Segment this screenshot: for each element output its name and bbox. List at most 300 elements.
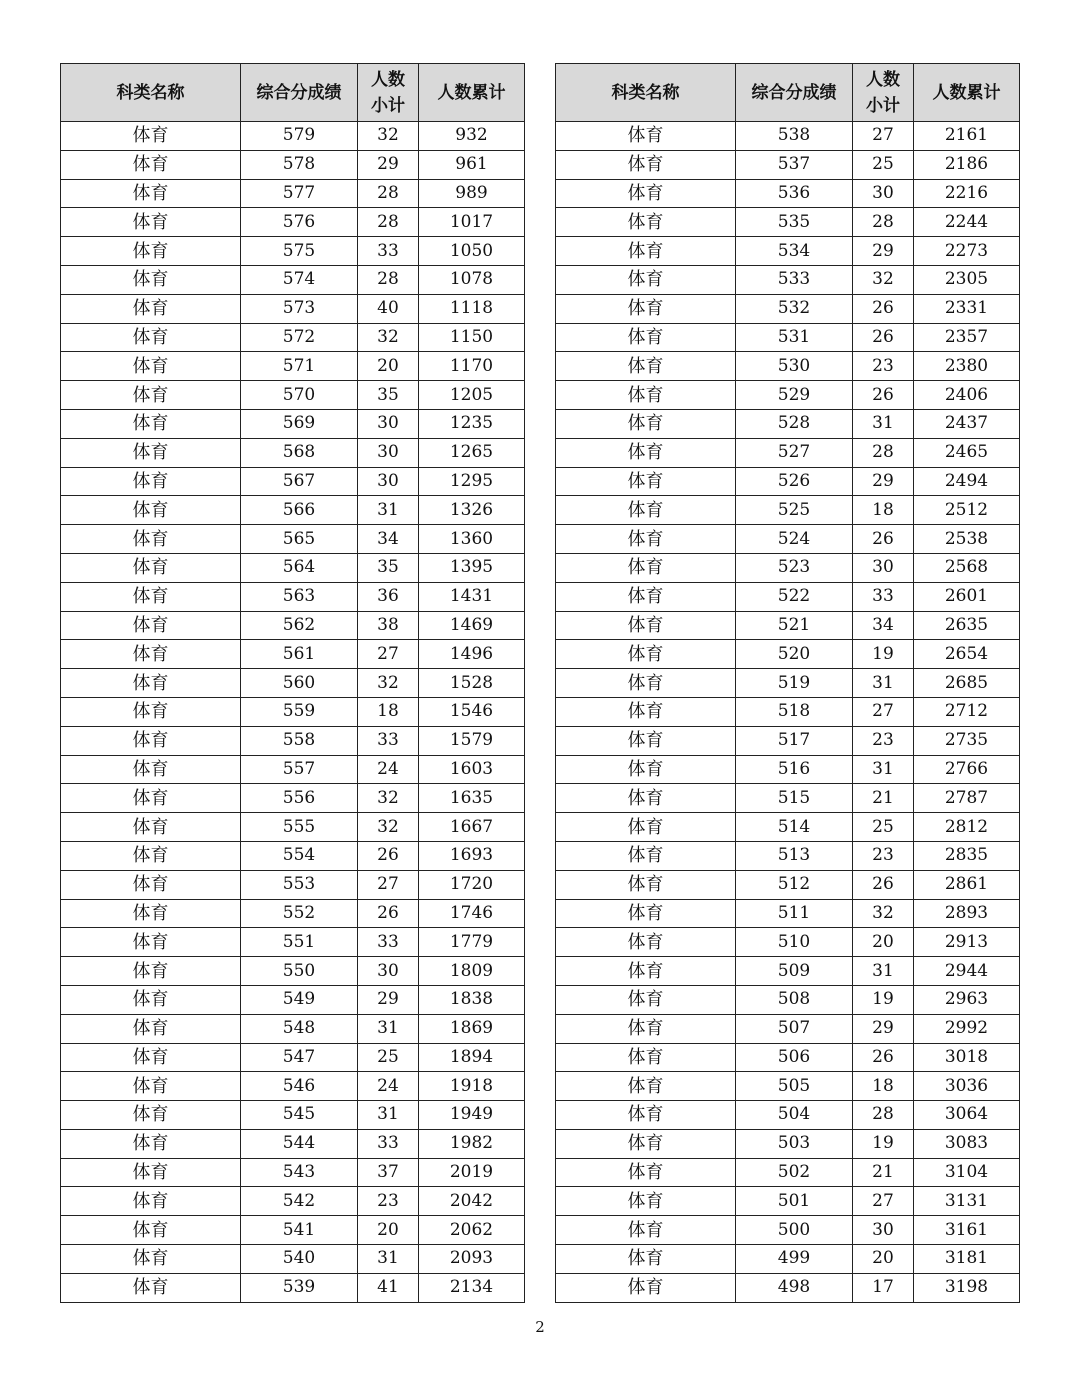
- cumulative-cell: 1150: [419, 323, 525, 352]
- category-cell: 体育: [556, 179, 736, 208]
- count-cell: 26: [358, 841, 419, 870]
- count-cell: 23: [358, 1187, 419, 1216]
- score-cell: 552: [241, 899, 358, 928]
- table-row: [556, 1101, 1020, 1130]
- score-cell: 554: [241, 841, 358, 870]
- category-cell: 体育: [61, 265, 241, 294]
- cumulative-cell: 1118: [419, 294, 525, 323]
- table-row: [61, 1043, 525, 1072]
- category-cell: 体育: [556, 899, 736, 928]
- table-row: [556, 179, 1020, 208]
- table-row: [61, 899, 525, 928]
- table-row: [556, 352, 1020, 381]
- score-cell: 524: [736, 525, 853, 554]
- table-row: [556, 870, 1020, 899]
- count-cell: 32: [358, 813, 419, 842]
- category-cell: 体育: [556, 1129, 736, 1158]
- page-number: 2: [535, 1318, 545, 1336]
- count-cell: 30: [358, 957, 419, 986]
- count-cell: 24: [358, 1072, 419, 1101]
- table-row: [556, 611, 1020, 640]
- table-row: [556, 323, 1020, 352]
- count-cell: 26: [853, 381, 914, 410]
- cumulative-cell: 2161: [914, 122, 1020, 151]
- cumulative-cell: 3131: [914, 1187, 1020, 1216]
- cumulative-cell: 3198: [914, 1273, 1020, 1302]
- score-cell: 508: [736, 985, 853, 1014]
- table-row: [556, 409, 1020, 438]
- score-cell: 514: [736, 813, 853, 842]
- cumulative-cell: 1720: [419, 870, 525, 899]
- table-row: [61, 208, 525, 237]
- table-row: [61, 467, 525, 496]
- score-cell: 556: [241, 784, 358, 813]
- cumulative-cell: 1326: [419, 496, 525, 525]
- score-cell: 522: [736, 582, 853, 611]
- table-row: [556, 582, 1020, 611]
- score-cell: 562: [241, 611, 358, 640]
- cumulative-cell: 2992: [914, 1014, 1020, 1043]
- cumulative-cell: 2893: [914, 899, 1020, 928]
- category-cell: 体育: [556, 496, 736, 525]
- table-row: [556, 381, 1020, 410]
- count-cell: 30: [853, 179, 914, 208]
- table-row: [556, 122, 1020, 151]
- cumulative-cell: 2380: [914, 352, 1020, 381]
- category-cell: 体育: [556, 467, 736, 496]
- count-cell: 40: [358, 294, 419, 323]
- count-cell: 32: [358, 784, 419, 813]
- score-cell: 520: [736, 640, 853, 669]
- count-cell: 31: [853, 755, 914, 784]
- cumulative-cell: 1667: [419, 813, 525, 842]
- table-row: [61, 381, 525, 410]
- table-row: [61, 1101, 525, 1130]
- category-cell: 体育: [61, 985, 241, 1014]
- table-row: [556, 467, 1020, 496]
- count-cell: 20: [853, 928, 914, 957]
- cumulative-cell: 1918: [419, 1072, 525, 1101]
- category-cell: 体育: [61, 784, 241, 813]
- score-cell: 542: [241, 1187, 358, 1216]
- score-cell: 512: [736, 870, 853, 899]
- cumulative-cell: 2685: [914, 669, 1020, 698]
- count-cell: 18: [358, 697, 419, 726]
- score-cell: 521: [736, 611, 853, 640]
- score-cell: 540: [241, 1245, 358, 1274]
- count-cell: 27: [853, 122, 914, 151]
- cumulative-cell: 1360: [419, 525, 525, 554]
- cumulative-cell: 1496: [419, 640, 525, 669]
- cumulative-cell: 1395: [419, 553, 525, 582]
- table-row: [61, 582, 525, 611]
- header-row: [556, 64, 1020, 122]
- count-cell: 33: [358, 237, 419, 266]
- category-cell: 体育: [556, 525, 736, 554]
- count-cell: 31: [358, 1101, 419, 1130]
- score-cell: 531: [736, 323, 853, 352]
- table-row: [61, 150, 525, 179]
- category-cell: 体育: [556, 841, 736, 870]
- score-cell: 509: [736, 957, 853, 986]
- table-row: [61, 1129, 525, 1158]
- cumulative-cell: 1869: [419, 1014, 525, 1043]
- category-cell: 体育: [556, 870, 736, 899]
- table-row: [61, 525, 525, 554]
- table-row: [556, 1216, 1020, 1245]
- category-cell: 体育: [556, 208, 736, 237]
- category-cell: 体育: [61, 669, 241, 698]
- table-row: [61, 611, 525, 640]
- cumulative-cell: 2766: [914, 755, 1020, 784]
- category-cell: 体育: [61, 899, 241, 928]
- cumulative-cell: 3104: [914, 1158, 1020, 1187]
- table-row: [61, 496, 525, 525]
- cumulative-cell: 1949: [419, 1101, 525, 1130]
- score-cell: 578: [241, 150, 358, 179]
- score-cell: 513: [736, 841, 853, 870]
- table-row: [556, 294, 1020, 323]
- cumulative-cell: 2538: [914, 525, 1020, 554]
- score-cell: 550: [241, 957, 358, 986]
- cumulative-cell: 1546: [419, 697, 525, 726]
- cumulative-cell: 2913: [914, 928, 1020, 957]
- count-cell: 26: [853, 525, 914, 554]
- table-row: [556, 496, 1020, 525]
- count-cell: 26: [853, 323, 914, 352]
- category-cell: 体育: [556, 1043, 736, 1072]
- score-cell: 517: [736, 726, 853, 755]
- table-row: [61, 409, 525, 438]
- table-row: [556, 1245, 1020, 1274]
- cumulative-cell: 1528: [419, 669, 525, 698]
- header-category: 科类名称: [61, 64, 241, 122]
- table-row: [61, 870, 525, 899]
- score-cell: 576: [241, 208, 358, 237]
- table-row: [556, 1014, 1020, 1043]
- category-cell: 体育: [61, 438, 241, 467]
- score-cell: 511: [736, 899, 853, 928]
- score-cell: 566: [241, 496, 358, 525]
- cumulative-cell: 1693: [419, 841, 525, 870]
- count-cell: 27: [358, 870, 419, 899]
- score-cell: 564: [241, 553, 358, 582]
- table-row: [61, 640, 525, 669]
- count-cell: 41: [358, 1273, 419, 1302]
- count-cell: 20: [358, 1216, 419, 1245]
- category-cell: 体育: [61, 150, 241, 179]
- category-cell: 体育: [61, 697, 241, 726]
- score-cell: 579: [241, 122, 358, 151]
- count-cell: 32: [358, 323, 419, 352]
- category-cell: 体育: [556, 726, 736, 755]
- cumulative-cell: 2273: [914, 237, 1020, 266]
- score-cell: 548: [241, 1014, 358, 1043]
- cumulative-cell: 3036: [914, 1072, 1020, 1101]
- cumulative-cell: 3018: [914, 1043, 1020, 1072]
- count-cell: 32: [358, 669, 419, 698]
- count-cell: 32: [853, 265, 914, 294]
- count-cell: 34: [853, 611, 914, 640]
- score-cell: 500: [736, 1216, 853, 1245]
- cumulative-cell: 2042: [419, 1187, 525, 1216]
- cumulative-cell: 1170: [419, 352, 525, 381]
- table-row: [61, 669, 525, 698]
- category-cell: 体育: [61, 957, 241, 986]
- cumulative-cell: 2494: [914, 467, 1020, 496]
- category-cell: 体育: [556, 381, 736, 410]
- score-cell: 518: [736, 697, 853, 726]
- cumulative-cell: 2635: [914, 611, 1020, 640]
- count-cell: 31: [358, 496, 419, 525]
- header-score: 综合分成绩: [736, 64, 853, 122]
- category-cell: 体育: [61, 582, 241, 611]
- table-row: [61, 755, 525, 784]
- count-cell: 33: [358, 726, 419, 755]
- count-cell: 29: [853, 1014, 914, 1043]
- score-cell: 543: [241, 1158, 358, 1187]
- count-cell: 26: [853, 1043, 914, 1072]
- cumulative-cell: 932: [419, 122, 525, 151]
- score-cell: 533: [736, 265, 853, 294]
- count-cell: 28: [853, 1101, 914, 1130]
- header-row: [61, 64, 525, 122]
- table-row: [556, 899, 1020, 928]
- header-cumulative: 人数累计: [419, 64, 525, 122]
- count-cell: 27: [853, 697, 914, 726]
- table-row: [61, 1245, 525, 1274]
- score-cell: 529: [736, 381, 853, 410]
- count-cell: 31: [358, 1245, 419, 1274]
- cumulative-cell: 2601: [914, 582, 1020, 611]
- category-cell: 体育: [556, 438, 736, 467]
- cumulative-cell: 2437: [914, 409, 1020, 438]
- header-score: 综合分成绩: [241, 64, 358, 122]
- category-cell: 体育: [556, 1273, 736, 1302]
- score-cell: 569: [241, 409, 358, 438]
- table-row: [61, 1273, 525, 1302]
- category-cell: 体育: [61, 1014, 241, 1043]
- category-cell: 体育: [61, 525, 241, 554]
- count-cell: 33: [853, 582, 914, 611]
- category-cell: 体育: [556, 294, 736, 323]
- table-row: [556, 237, 1020, 266]
- cumulative-cell: 1295: [419, 467, 525, 496]
- table-row: [61, 237, 525, 266]
- count-cell: 30: [853, 1216, 914, 1245]
- score-cell: 519: [736, 669, 853, 698]
- score-cell: 572: [241, 323, 358, 352]
- count-cell: 30: [358, 467, 419, 496]
- count-cell: 26: [853, 870, 914, 899]
- category-cell: 体育: [61, 813, 241, 842]
- score-cell: 553: [241, 870, 358, 899]
- score-cell: 499: [736, 1245, 853, 1274]
- count-cell: 28: [853, 438, 914, 467]
- table-row: [556, 1158, 1020, 1187]
- category-cell: 体育: [61, 1187, 241, 1216]
- score-cell: 523: [736, 553, 853, 582]
- count-cell: 26: [853, 294, 914, 323]
- category-cell: 体育: [61, 611, 241, 640]
- count-cell: 30: [853, 553, 914, 582]
- header-count: 人数 小计: [358, 64, 419, 122]
- table-row: [61, 323, 525, 352]
- table-row: [61, 784, 525, 813]
- count-cell: 23: [853, 726, 914, 755]
- category-cell: 体育: [61, 1245, 241, 1274]
- score-cell: 501: [736, 1187, 853, 1216]
- table-row: [61, 553, 525, 582]
- cumulative-cell: 2654: [914, 640, 1020, 669]
- category-cell: 体育: [556, 1101, 736, 1130]
- category-cell: 体育: [556, 323, 736, 352]
- score-cell: 560: [241, 669, 358, 698]
- count-cell: 31: [853, 409, 914, 438]
- score-cell: 536: [736, 179, 853, 208]
- category-cell: 体育: [61, 553, 241, 582]
- category-cell: 体育: [556, 1072, 736, 1101]
- score-cell: 537: [736, 150, 853, 179]
- score-cell: 577: [241, 179, 358, 208]
- table-row: [556, 928, 1020, 957]
- score-cell: 559: [241, 697, 358, 726]
- category-cell: 体育: [556, 640, 736, 669]
- cumulative-cell: 1205: [419, 381, 525, 410]
- category-cell: 体育: [61, 381, 241, 410]
- table-row: [61, 438, 525, 467]
- count-cell: 21: [853, 1158, 914, 1187]
- category-cell: 体育: [556, 1187, 736, 1216]
- table-row: [556, 640, 1020, 669]
- table-row: [556, 525, 1020, 554]
- count-cell: 28: [358, 179, 419, 208]
- category-cell: 体育: [556, 611, 736, 640]
- score-cell: 575: [241, 237, 358, 266]
- category-cell: 体育: [556, 784, 736, 813]
- table-row: [556, 265, 1020, 294]
- count-cell: 24: [358, 755, 419, 784]
- cumulative-cell: 1265: [419, 438, 525, 467]
- table-row: [61, 265, 525, 294]
- category-cell: 体育: [61, 1158, 241, 1187]
- score-cell: 573: [241, 294, 358, 323]
- score-cell: 544: [241, 1129, 358, 1158]
- table-row: [61, 841, 525, 870]
- category-cell: 体育: [61, 1101, 241, 1130]
- table-row: [61, 928, 525, 957]
- category-cell: 体育: [61, 726, 241, 755]
- score-cell: 505: [736, 1072, 853, 1101]
- score-cell: 561: [241, 640, 358, 669]
- category-cell: 体育: [61, 496, 241, 525]
- score-cell: 525: [736, 496, 853, 525]
- table-row: [61, 985, 525, 1014]
- cumulative-cell: 2512: [914, 496, 1020, 525]
- category-cell: 体育: [61, 1129, 241, 1158]
- count-cell: 29: [853, 467, 914, 496]
- cumulative-cell: 989: [419, 179, 525, 208]
- table-row: [61, 813, 525, 842]
- category-cell: 体育: [556, 928, 736, 957]
- category-cell: 体育: [61, 928, 241, 957]
- category-cell: 体育: [61, 467, 241, 496]
- cumulative-cell: 1078: [419, 265, 525, 294]
- score-cell: 558: [241, 726, 358, 755]
- cumulative-cell: 2735: [914, 726, 1020, 755]
- table-row: [556, 1187, 1020, 1216]
- category-cell: 体育: [556, 985, 736, 1014]
- score-cell: 510: [736, 928, 853, 957]
- score-cell: 527: [736, 438, 853, 467]
- count-cell: 28: [358, 265, 419, 294]
- category-cell: 体育: [61, 640, 241, 669]
- cumulative-cell: 2712: [914, 697, 1020, 726]
- category-cell: 体育: [556, 957, 736, 986]
- score-cell: 547: [241, 1043, 358, 1072]
- cumulative-cell: 2963: [914, 985, 1020, 1014]
- count-cell: 25: [358, 1043, 419, 1072]
- table-row: [61, 1187, 525, 1216]
- count-cell: 25: [853, 813, 914, 842]
- count-cell: 28: [358, 208, 419, 237]
- cumulative-cell: 2835: [914, 841, 1020, 870]
- table-row: [61, 122, 525, 151]
- count-cell: 34: [358, 525, 419, 554]
- header-category: 科类名称: [556, 64, 736, 122]
- score-cell: 545: [241, 1101, 358, 1130]
- score-cell: 567: [241, 467, 358, 496]
- cumulative-cell: 1579: [419, 726, 525, 755]
- cumulative-cell: 2244: [914, 208, 1020, 237]
- table-row: [556, 669, 1020, 698]
- header-count: 人数 小计: [853, 64, 914, 122]
- score-cell: 503: [736, 1129, 853, 1158]
- category-cell: 体育: [61, 755, 241, 784]
- category-cell: 体育: [61, 1043, 241, 1072]
- category-cell: 体育: [61, 208, 241, 237]
- score-cell: 502: [736, 1158, 853, 1187]
- table-row: [61, 352, 525, 381]
- count-cell: 33: [358, 1129, 419, 1158]
- count-cell: 32: [853, 899, 914, 928]
- count-cell: 32: [358, 122, 419, 151]
- category-cell: 体育: [556, 122, 736, 151]
- count-cell: 29: [358, 985, 419, 1014]
- score-cell: 557: [241, 755, 358, 784]
- cumulative-cell: 1809: [419, 957, 525, 986]
- table-row: [61, 957, 525, 986]
- category-cell: 体育: [556, 352, 736, 381]
- count-cell: 26: [358, 899, 419, 928]
- table-row: [556, 957, 1020, 986]
- category-cell: 体育: [556, 1014, 736, 1043]
- category-cell: 体育: [556, 755, 736, 784]
- category-cell: 体育: [556, 697, 736, 726]
- table-row: [556, 755, 1020, 784]
- cumulative-cell: 2186: [914, 150, 1020, 179]
- category-cell: 体育: [556, 1158, 736, 1187]
- table-row: [556, 553, 1020, 582]
- cumulative-cell: 2093: [419, 1245, 525, 1274]
- table-row: [556, 726, 1020, 755]
- score-cell: 506: [736, 1043, 853, 1072]
- cumulative-cell: 2944: [914, 957, 1020, 986]
- score-cell: 571: [241, 352, 358, 381]
- category-cell: 体育: [61, 323, 241, 352]
- category-cell: 体育: [556, 409, 736, 438]
- category-cell: 体育: [556, 1245, 736, 1274]
